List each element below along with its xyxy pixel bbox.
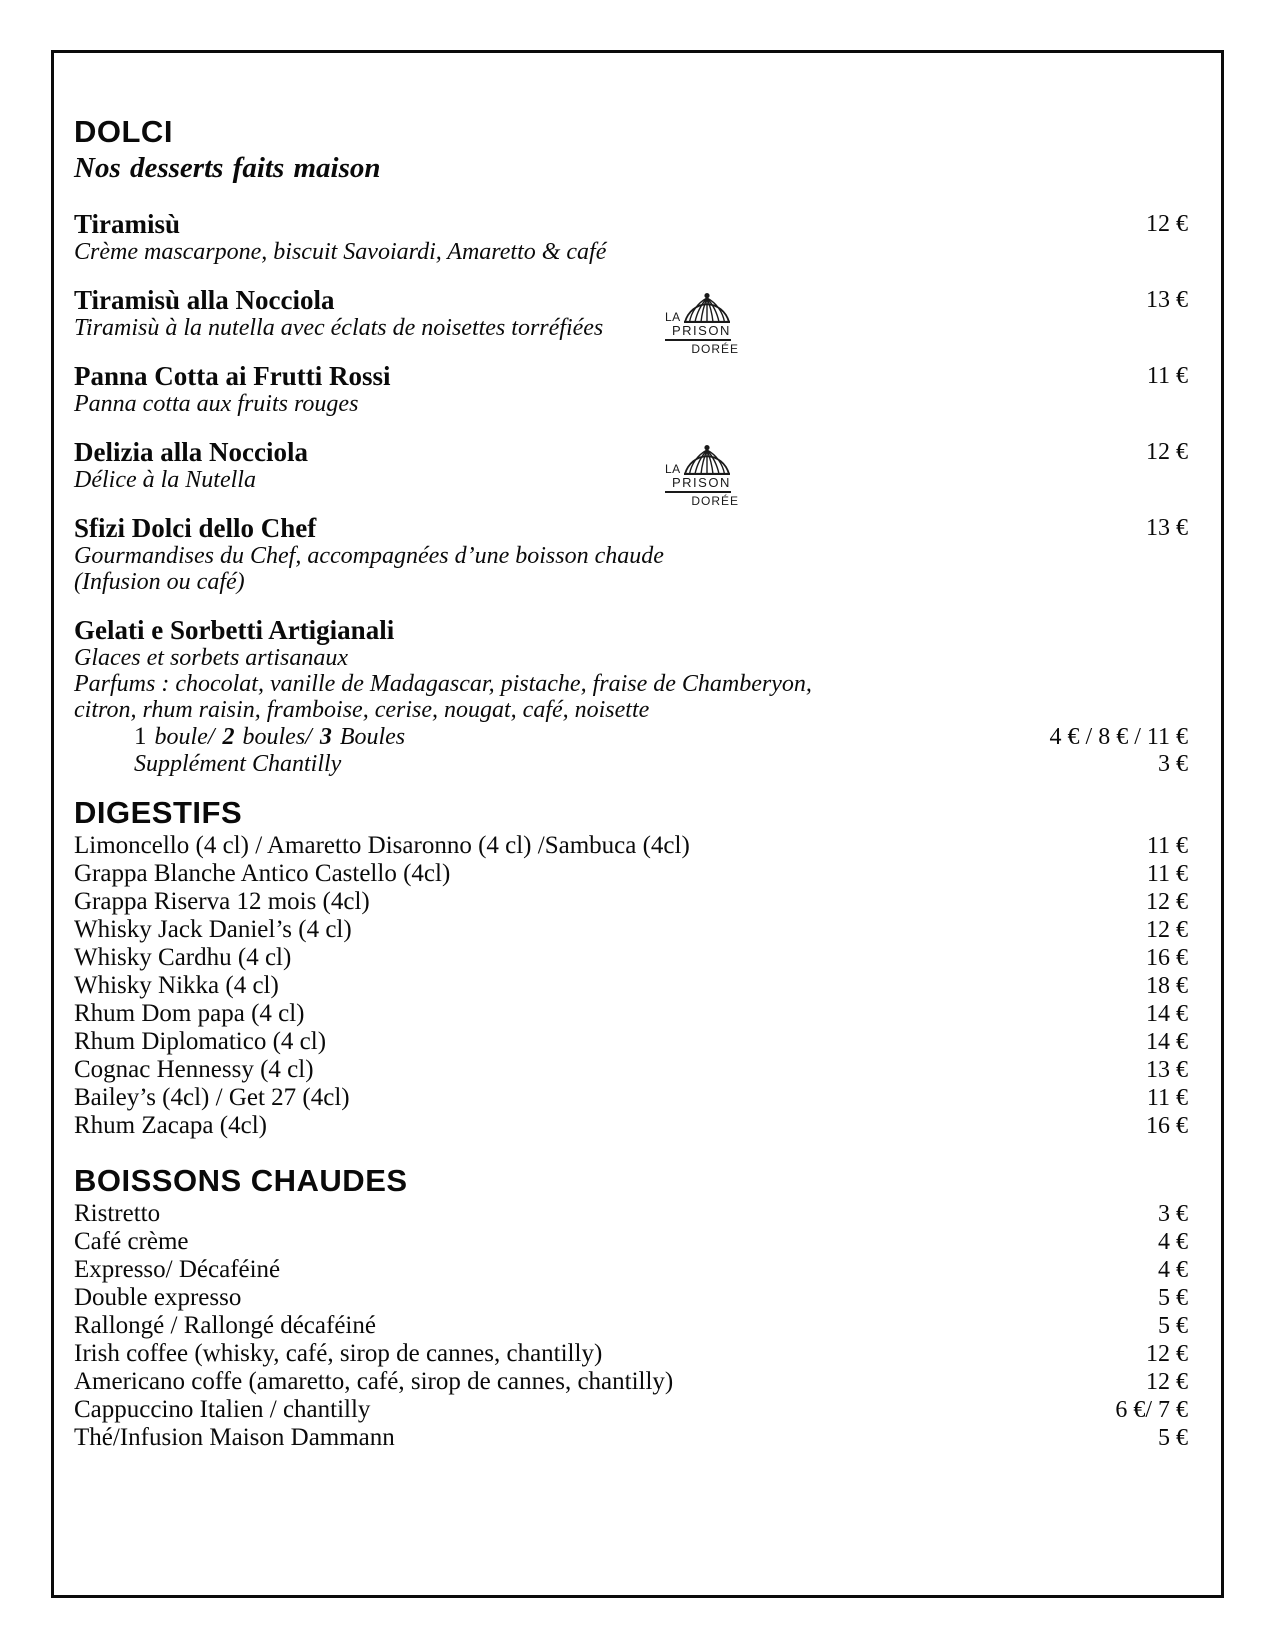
menu-line [74, 1228, 1188, 1256]
menu-content [74, 113, 1188, 1452]
logo-top-row [665, 445, 745, 475]
item-name: Panna Cotta ai Frutti Rossi [74, 361, 391, 391]
section-title-digestifs: DIGESTIFS [74, 795, 243, 830]
line-name: Grappa Riserva 12 mois (4cl) [74, 888, 370, 915]
item-description: Parfums : chocolat, vanille de Madagascar, pistache, fraise de Chamberyon, [74, 671, 812, 697]
item-description: citron, rhum raisin, framboise, cerise, nougat, café, noisette [74, 697, 650, 723]
scoop-count-3: 3 [319, 724, 332, 750]
logo-text-prison: PRISON [665, 475, 731, 493]
line-price: 4 € [1158, 1229, 1188, 1255]
logo-top-row [665, 293, 745, 323]
menu-line [74, 1340, 1188, 1368]
supplement-label: Supplément Chantilly [134, 751, 342, 777]
item-description: Gourmandises du Chef, accompagnées d’une boisson chaude [74, 543, 664, 569]
menu-line [74, 1424, 1188, 1452]
line-name: Whisky Nikka (4 cl) [74, 972, 279, 999]
line-price: 11 € [1146, 1085, 1188, 1111]
item-text [74, 285, 1146, 341]
line-name: Grappa Blanche Antico Castello (4cl) [74, 860, 451, 887]
item-price: 11 € [1146, 363, 1188, 389]
item-price: 4 € / 8 € / 11 € [1049, 724, 1188, 750]
line-price: 12 € [1146, 889, 1188, 915]
line-price: 11 € [1146, 833, 1188, 859]
item-price: 13 € [1146, 287, 1188, 313]
menu-line [74, 944, 1188, 972]
line-name: Cappuccino Italien / chantilly [74, 1396, 371, 1423]
menu-item-tiramisu-nocciola [74, 285, 1188, 356]
menu-line [74, 1256, 1188, 1284]
menu-item-gelati [74, 615, 1188, 778]
scoop-options-label [134, 723, 405, 751]
menu-page-border [51, 50, 1224, 1598]
menu-line [74, 832, 1188, 860]
menu-line [74, 1056, 1188, 1084]
line-price: 12 € [1146, 917, 1188, 943]
scoop-count-1: 1 [134, 723, 147, 750]
line-price: 6 €/ 7 € [1115, 1397, 1188, 1423]
scoop-word-2: boules/ [242, 724, 312, 750]
birdcage-dome-icon [683, 445, 731, 475]
menu-line [74, 1396, 1188, 1424]
la-prison-doree-logo [665, 293, 745, 356]
item-text [74, 437, 1146, 493]
line-price: 14 € [1146, 1029, 1188, 1055]
item-text [74, 513, 1146, 595]
scoop-word-3: Boules [339, 724, 406, 750]
menu-line [74, 1284, 1188, 1312]
menu-item-panna-cotta [74, 361, 1188, 417]
menu-line [74, 972, 1188, 1000]
la-prison-doree-logo [665, 445, 745, 508]
line-name: Whisky Cardhu (4 cl) [74, 944, 292, 971]
menu-line [74, 1112, 1188, 1140]
item-description: Délice à la Nutella [74, 467, 256, 493]
item-price: 12 € [1146, 211, 1188, 237]
line-price: 4 € [1158, 1257, 1188, 1283]
item-name: Delizia alla Nocciola [74, 437, 308, 467]
item-description: Panna cotta aux fruits rouges [74, 391, 359, 417]
line-name: Bailey’s (4cl) / Get 27 (4cl) [74, 1084, 350, 1111]
menu-line [74, 1368, 1188, 1396]
item-text [74, 361, 1147, 417]
item-price: 3 € [1158, 751, 1188, 777]
birdcage-dome-icon [683, 293, 731, 323]
line-name: Ristretto [74, 1200, 161, 1227]
menu-item-sfizi [74, 513, 1188, 595]
line-name: Café crème [74, 1228, 189, 1255]
line-price: 12 € [1146, 1341, 1188, 1367]
line-price: 13 € [1146, 1057, 1188, 1083]
item-text [74, 209, 1146, 265]
logo-text-la: LA [665, 310, 681, 324]
logo-text-prison: PRISON [665, 323, 731, 341]
scoop-word-1: boule/ [154, 724, 215, 750]
line-name: Americano coffe (amaretto, café, sirop de cannes, chantilly) [74, 1368, 674, 1395]
line-price: 18 € [1146, 973, 1188, 999]
line-name: Rhum Diplomatico (4 cl) [74, 1028, 327, 1055]
menu-line [74, 860, 1188, 888]
item-name: Gelati e Sorbetti Artigianali [74, 615, 395, 645]
line-name: Cognac Hennessy (4 cl) [74, 1056, 314, 1083]
item-name: Tiramisù alla Nocciola [74, 285, 335, 315]
menu-line [74, 1312, 1188, 1340]
line-name: Rhum Dom papa (4 cl) [74, 1000, 305, 1027]
line-name: Expresso/ Décaféiné [74, 1256, 281, 1283]
line-name: Limoncello (4 cl) / Amaretto Disaronno (4 cl) /Sambuca (4cl) [74, 832, 690, 859]
item-description: Glaces et sorbets artisanaux [74, 645, 348, 671]
item-description: Tiramisù à la nutella avec éclats de noisettes torréfiées [74, 315, 604, 341]
item-price: 13 € [1146, 515, 1188, 541]
line-name: Thé/Infusion Maison Dammann [74, 1424, 395, 1451]
logo-text-doree: DORÉE [691, 342, 739, 356]
menu-line [74, 1084, 1188, 1112]
menu-line [74, 1000, 1188, 1028]
menu-line [74, 1028, 1188, 1056]
line-name: Rallongé / Rallongé décaféiné [74, 1312, 376, 1339]
section-digestifs [74, 794, 1188, 1140]
line-name: Double expresso [74, 1284, 242, 1311]
line-price: 5 € [1158, 1313, 1188, 1339]
logo-text-la: LA [665, 462, 681, 476]
line-price: 11 € [1146, 861, 1188, 887]
menu-line [74, 1200, 1188, 1228]
section-boissons-chaudes [74, 1162, 1188, 1452]
scoop-count-2: 2 [222, 724, 235, 750]
item-price: 12 € [1146, 439, 1188, 465]
line-name: Rhum Zacapa (4cl) [74, 1112, 267, 1139]
line-price: 14 € [1146, 1001, 1188, 1027]
scoop-prices-row [74, 723, 1188, 751]
menu-item-delizia [74, 437, 1188, 508]
line-price: 5 € [1158, 1425, 1188, 1451]
line-price: 16 € [1146, 945, 1188, 971]
item-name: Tiramisù [74, 209, 181, 239]
chantilly-supplement-row [74, 751, 1188, 778]
item-description: Crème mascarpone, biscuit Savoiardi, Amaretto & café [74, 239, 607, 265]
line-price: 3 € [1158, 1201, 1188, 1227]
line-price: 12 € [1146, 1369, 1188, 1395]
section-title-dolci: DOLCI [74, 114, 173, 149]
section-subtitle-dolci: Nos desserts faits maison [74, 152, 381, 184]
menu-item-tiramisu [74, 209, 1188, 265]
item-name: Sfizi Dolci dello Chef [74, 513, 317, 543]
line-price: 5 € [1158, 1285, 1188, 1311]
menu-line [74, 888, 1188, 916]
line-name: Irish coffee (whisky, café, sirop de cannes, chantilly) [74, 1340, 603, 1367]
line-name: Whisky Jack Daniel’s (4 cl) [74, 916, 352, 943]
menu-line [74, 916, 1188, 944]
line-price: 16 € [1146, 1113, 1188, 1139]
logo-text-doree: DORÉE [691, 494, 739, 508]
section-title-boissons: BOISSONS CHAUDES [74, 1163, 408, 1198]
item-description: (Infusion ou café) [74, 569, 245, 595]
